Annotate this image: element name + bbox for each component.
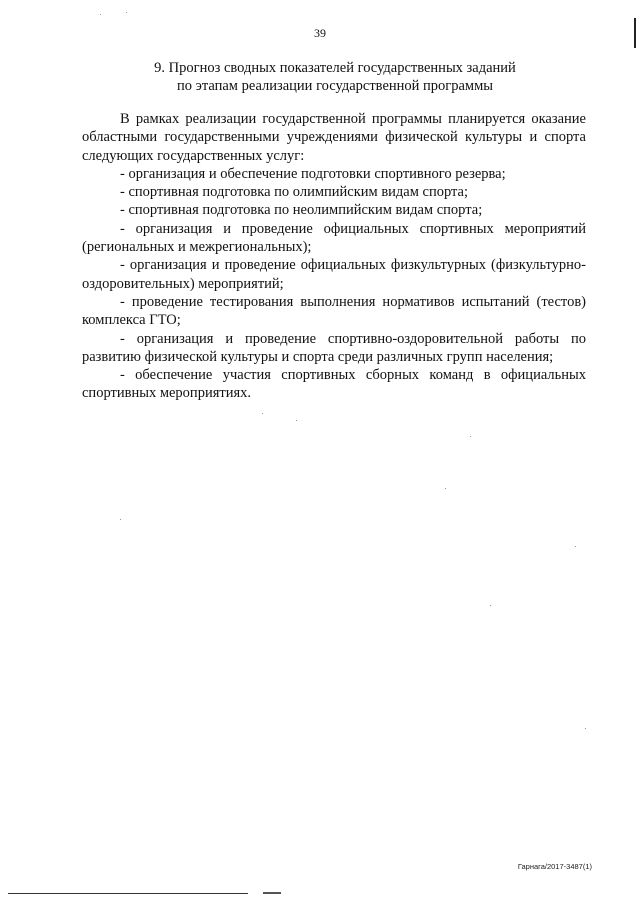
scan-speck	[262, 413, 263, 414]
scan-edge-mark	[634, 18, 636, 48]
section-title	[100, 59, 570, 95]
footer-mark	[263, 892, 281, 894]
service-item: - проведение тестирования выполнения нормативов испытаний (тестов) комплекса ГТО;	[82, 293, 586, 329]
service-item: - организация и проведение спортивно-оздоровительной работы по развитию физической культуры и спорта среди различных групп населения;	[82, 330, 586, 365]
page-number: 39	[314, 26, 326, 40]
scan-speck	[296, 420, 297, 421]
scan-speck	[100, 14, 101, 15]
service-item: - организация и проведение официальных физкультурных (физкультурно-оздоровительных) мероприятий;	[82, 257, 586, 292]
body-text	[82, 110, 586, 403]
service-item: - спортивная подготовка по олимпийским видам спорта;	[120, 184, 469, 201]
scan-speck	[445, 488, 446, 489]
service-item: - организация и обеспечение подготовки спортивного резерва;	[120, 165, 506, 182]
scan-speck	[490, 605, 491, 606]
section-title-line-1: 9. Прогноз сводных показателей государственных заданий	[154, 60, 516, 76]
scan-speck	[470, 436, 471, 437]
section-title-line-2: по этапам реализации государственной программы	[176, 78, 494, 94]
scan-speck	[126, 12, 127, 13]
scan-speck	[575, 546, 576, 547]
footer-rule	[8, 893, 248, 894]
scan-speck	[585, 728, 586, 729]
intro-paragraph: В рамках реализации государственной программы планируется оказание областными государственными учреждениями физической культуры и спорта следующих государственных услуг:	[82, 111, 586, 164]
scan-speck	[120, 519, 121, 520]
service-item: - спортивная подготовка по неолимпийским видам спорта;	[120, 202, 483, 219]
service-item: - обеспечение участия спортивных сборных команд в официальных спортивных мероприятиях.	[82, 367, 586, 402]
service-item: - организация и проведение официальных спортивных мероприятий (региональных и межрегиональных);	[82, 220, 586, 256]
document-code: Гарнага/2017-3487(1)	[517, 862, 592, 871]
